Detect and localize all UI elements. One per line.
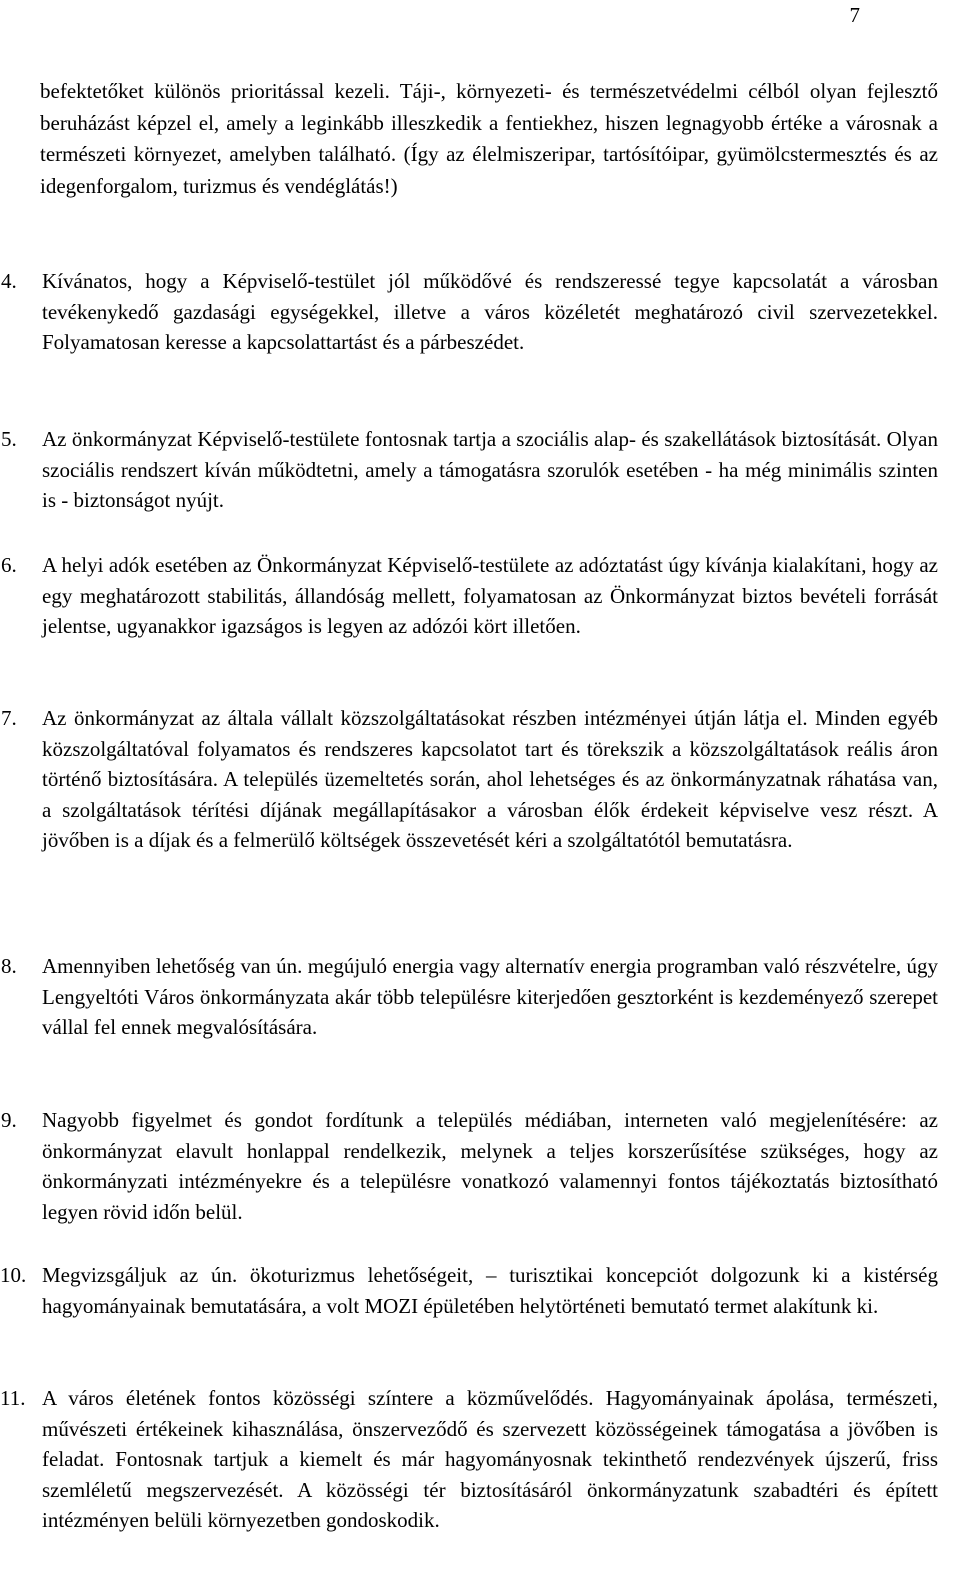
list-item [0,550,940,642]
list-item-number: 5. [1,427,17,451]
list-item-text: Kívánatos, hogy a Képviselő-testület jól működővé és rendszeressé tegye kapcsolatát a városban tevékenykedő gazdasági egységekkel, illetve a város közéletét meghatározó civil szervezetekkel. Folyamatosan keresse a kapcsolattartást és a párbeszédet. [42,269,938,355]
list-item-text: A helyi adók esetében az Önkormányzat Képviselő-testülete az adóztatást úgy kívánja kialakítani, hogy az egy meghatározott stabilitás, állandóság mellett, folyamatosan az Önkormányzat biztos bevételi forrását jelentse, ugyanakkor igazságos is legyen az adózói kört illetően. [42,553,938,639]
list-item [0,1105,940,1227]
list-item [0,424,940,516]
list-item-number: 11. [0,1386,26,1410]
list-item [0,703,940,856]
list-item-number: 6. [1,553,17,577]
list-item-number: 7. [1,706,17,730]
list-item [0,266,940,358]
list-item-text: Az önkormányzat az általa vállalt közszolgáltatásokat részben intézményei útján látja el. Minden egyéb közszolgáltatóval folyamatos és rendszeres kapcsolatot tart és törekszik a közszolgáltatások reális áron történő biztosítására. A település üzemeltetés során, ahol lehetséges és az önkormányzatnak ráhatása van, a szolgáltatások térítési díjának megállapításakor a városban élők érdekeit képviselve vesz részt. A jövőben is a díjak és a felmerülő költségek összevetését kéri a szolgáltatótól bemutatásra. [42,706,938,853]
list-item-text: Nagyobb figyelmet és gondot fordítunk a település médiában, interneten való megjelenítésére: az önkormányzat elavult honlappal rendelkezik, melynek a teljes korszerűsítése szükséges, hogy az önkormányzati intézményekre és a településre vonatkozó valamennyi fontos tájékoztatás biztosítható legyen rövid időn belül. [42,1108,938,1224]
list-item [0,1260,940,1321]
list-item-number: 9. [1,1108,17,1132]
list-item-number: 4. [1,269,17,293]
list-item [0,1383,940,1536]
list-item-number: 8. [1,954,17,978]
list-item-number: 10. [0,1263,27,1287]
lead-paragraph: befektetőket különös prioritással kezeli. Táji-, környezeti- és természetvédelmi célból olyan fejlesztő beruházást képzel el, amely a leginkább illeszkedik a fentiekhez, hiszen legnagyobb értéke a városnak a természeti környezet, amelyben található. (Így az élelmiszeripar, tartósítóipar, gyümölcstermesztés és az idegenforgalom, turizmus és vendéglátás!) [40,79,938,198]
list-item-text: Amennyiben lehetőség van ún. megújuló energia vagy alternatív energia programban való részvételre, úgy Lengyeltóti Város önkormányzata akár több településre kiterjedően gesztorként is kezdeményező szerepet vállal fel ennek megvalósítására. [42,954,938,1040]
list-item [0,951,940,1043]
list-item-text: Megvizsgáljuk az ún. ökoturizmus lehetőségeit, – turisztikai koncepciót dolgozunk ki a kistérség hagyományainak bemutatására, a volt MOZI épületében helytörténeti bemutató termet alakítunk ki. [42,1263,938,1318]
page-number: 7 [849,3,860,27]
list-item-text: Az önkormányzat Képviselő-testülete fontosnak tartja a szociális alap- és szakellátások biztosítását. Olyan szociális rendszert kíván működtetni, amely a támogatásra szorulók esetében - ha még minimális szinten is - biztonságot nyújt. [42,427,938,513]
list-item-text: A város életének fontos közösségi színtere a közművelődés. Hagyományainak ápolása, természeti, művészeti értékeinek kihasználása, önszerveződő és szervezett közösségeinek támogatása a jövőben is feladat. Fontosnak tartjuk a kiemelt és már hagyományosnak tekinthető rendezvények újszerű, friss szemléletű megszervezését. A közösségi tér biztosításáról önkormányzatunk szabadtéri és épített intézményen belüli környezetben gondoskodik. [42,1386,938,1533]
